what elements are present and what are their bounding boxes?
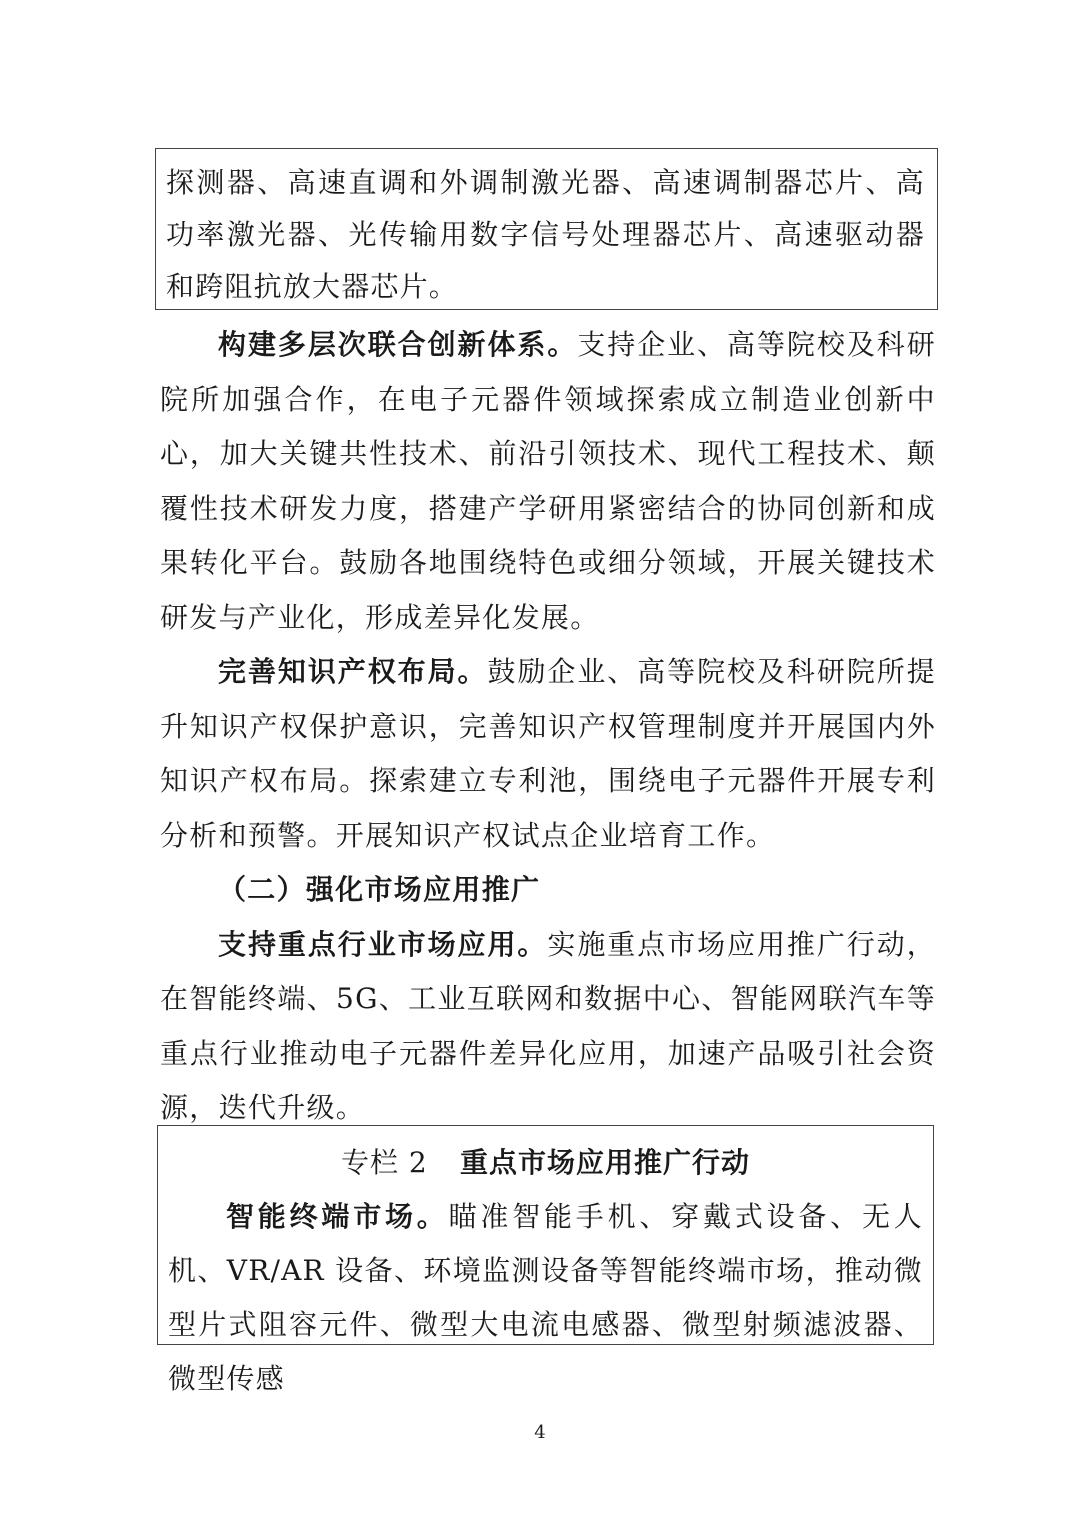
column-box-2 (157, 1125, 934, 1395)
column-box-title (168, 1136, 923, 1190)
paragraph-lead: 完善知识产权布局。 (218, 655, 488, 688)
continued-column-box (155, 148, 938, 310)
body-text (160, 318, 936, 1136)
paragraph-lead: 构建多层次联合创新体系。 (218, 328, 578, 361)
paragraph-market (160, 918, 936, 1136)
paragraph-text: 支持企业、高等院校及科研院所加强合作，在电子元器件领域探索成立制造业创新中心，加大关键共性技术、前沿引领技术、现代工程技术、颠覆性技术研发力度，搭建产学研用紧密结合的协同创新和成果转化平台。鼓励各地围绕特色或细分领域，开展关键技术研发与产业化，形成差异化发展。 (160, 328, 936, 634)
paragraph-innovation (160, 318, 936, 645)
column-box-text: 瞄准智能手机、穿戴式设备、无人机、VR/AR 设备、环境监测设备等智能终端市场，推动微型片式阻容元件、微型大电流电感器、微型射频滤波器、微型传感 (168, 1200, 923, 1395)
column-title: 重点市场应用推广行动 (459, 1146, 750, 1179)
column-label: 专栏 2 (341, 1146, 428, 1179)
column-box-text: 探测器、高速直调和外调制激光器、高速调制器芯片、高功率激光器、光传输用数字信号处理器芯片、高速驱动器和跨阻抗放大器芯片。 (166, 166, 925, 303)
paragraph-text: 鼓励企业、高等院校及科研院所提升知识产权保护意识，完善知识产权管理制度并开展国内外知识产权布局。探索建立专利池，围绕电子元器件开展专利分析和预警。开展知识产权试点企业培育工作。 (160, 655, 936, 852)
paragraph-lead: 支持重点行业市场应用。 (218, 927, 548, 961)
column-box-paragraph (168, 1190, 923, 1406)
paragraph-text: 实施重点市场应用推广行动，在智能终端、5G、工业互联网和数据中心、智能网联汽车等重点行业推动电子元器件差异化应用，加速产品吸引社会资源，迭代升级。 (160, 927, 936, 1124)
section-heading: （二）强化市场应用推广 (218, 873, 541, 906)
column-box-lead: 智能终端市场。 (226, 1200, 449, 1233)
page-number: 4 (534, 1422, 546, 1443)
paragraph-ip (160, 645, 936, 863)
